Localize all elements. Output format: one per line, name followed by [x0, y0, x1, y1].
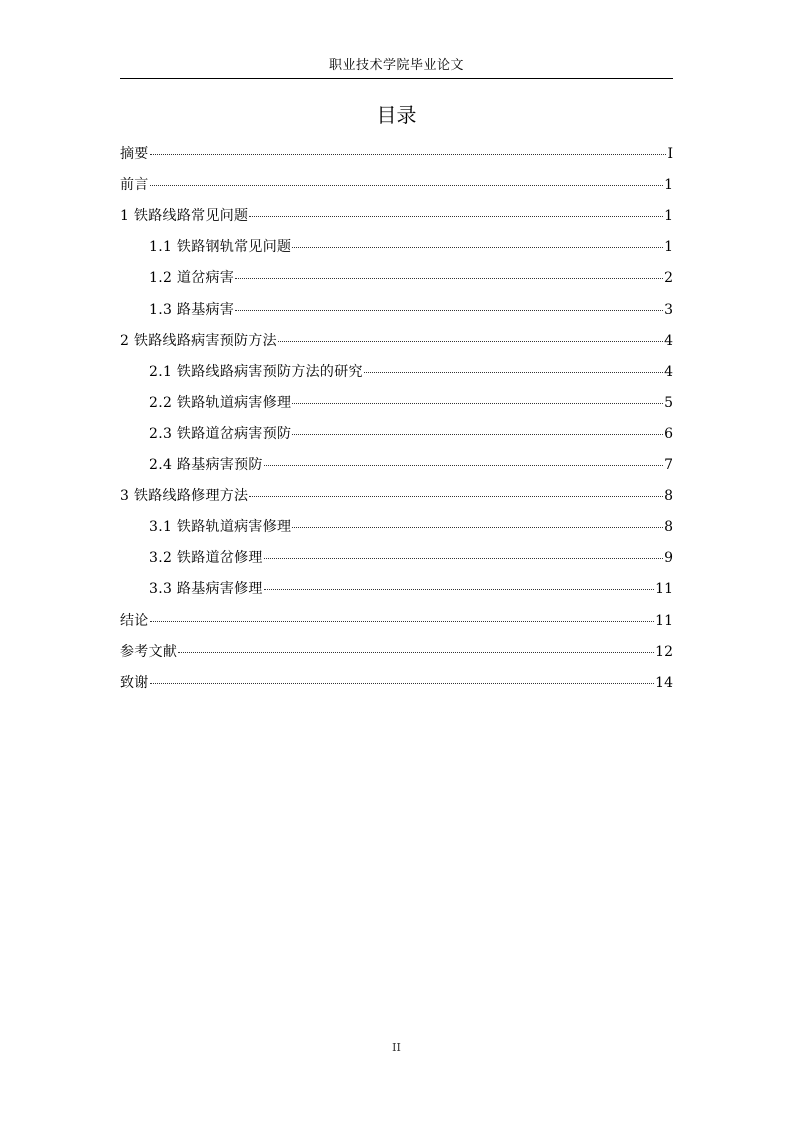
- toc-entry-page-number: 5: [664, 394, 673, 411]
- toc-entry-label: 1 铁路线路常见问题: [120, 208, 249, 225]
- toc-entry-page-number: 1: [664, 239, 673, 256]
- toc-entry[interactable]: [149, 301, 673, 319]
- toc-entry-label: 3.1 铁路轨道病害修理: [149, 519, 292, 536]
- toc-entry-page-number: 14: [655, 674, 673, 691]
- toc-entry-page-number: 12: [655, 643, 673, 660]
- toc-dot-leader: [264, 589, 654, 590]
- toc-dot-leader: [292, 247, 663, 248]
- toc-dot-leader: [150, 621, 655, 622]
- toc-entry-label: 结论: [120, 612, 149, 629]
- toc-entry-page-number: 3: [664, 301, 673, 318]
- toc-entry-label: 2.1 铁路线路病害预防方法的研究: [149, 363, 363, 380]
- toc-entry[interactable]: [120, 176, 673, 194]
- toc-entry-label: 摘要: [120, 146, 149, 162]
- toc-entry[interactable]: [149, 518, 673, 536]
- toc-entry-page-number: 4: [664, 363, 673, 380]
- toc-dot-leader: [364, 372, 663, 373]
- toc-entry-page-number: I: [667, 146, 673, 162]
- toc-entry-page-number: 7: [664, 457, 673, 473]
- toc-dot-leader: [292, 403, 663, 404]
- toc-entry-page-number: 6: [664, 425, 673, 442]
- toc-entry-label: 2.4 路基病害预防: [149, 457, 263, 473]
- toc-entry-page-number: 8: [664, 488, 673, 505]
- toc-entry-page-number: 11: [655, 581, 673, 598]
- toc-entry[interactable]: [149, 269, 673, 287]
- toc-entry[interactable]: [120, 643, 673, 661]
- toc-dot-leader: [235, 278, 663, 279]
- toc-entry[interactable]: [149, 580, 673, 598]
- toc-entry-label: 2 铁路线路病害预防方法: [120, 332, 277, 349]
- toc-entry[interactable]: [120, 207, 673, 225]
- toc-entry-label: 3.3 路基病害修理: [149, 581, 263, 598]
- toc-entry[interactable]: [120, 145, 673, 163]
- toc-entry[interactable]: [149, 456, 673, 474]
- page-number: II: [392, 1041, 401, 1054]
- toc-entry-label: 2.3 铁路道岔病害预防: [149, 425, 292, 442]
- toc-entry[interactable]: [149, 238, 673, 256]
- toc-entry-page-number: 4: [664, 332, 673, 349]
- toc-entry-label: 3 铁路线路修理方法: [120, 488, 249, 505]
- toc-entry[interactable]: [149, 425, 673, 443]
- page-header: 职业技术学院毕业论文: [328, 58, 464, 73]
- toc-entry[interactable]: [149, 363, 673, 381]
- toc-entry[interactable]: [120, 674, 673, 692]
- toc-dot-leader: [150, 683, 655, 684]
- toc-dot-leader: [249, 216, 663, 217]
- toc-dot-leader: [292, 434, 663, 435]
- toc-dot-leader: [178, 652, 654, 653]
- toc-dot-leader: [264, 465, 663, 466]
- toc-entry-label: 2.2 铁路轨道病害修理: [149, 394, 292, 411]
- toc-entry-label: 前言: [120, 177, 149, 194]
- toc-entry[interactable]: [149, 549, 673, 567]
- toc-entry-page-number: 9: [664, 550, 673, 567]
- toc-entry-page-number: 1: [664, 208, 673, 225]
- toc-entry[interactable]: [149, 394, 673, 412]
- toc-entry[interactable]: [120, 487, 673, 505]
- toc-dot-leader: [292, 527, 663, 528]
- toc-entry-label: 参考文献: [120, 643, 178, 660]
- toc-entry-page-number: 1: [664, 177, 673, 194]
- toc-entry-page-number: 2: [664, 270, 673, 287]
- toc-dot-leader: [278, 341, 663, 342]
- toc-entry[interactable]: [120, 612, 673, 630]
- toc-entry-page-number: 8: [664, 519, 673, 536]
- toc-dot-leader: [150, 185, 663, 186]
- toc-entry-label: 3.2 铁路道岔修理: [149, 550, 263, 567]
- toc-dot-leader: [150, 154, 667, 155]
- toc-dot-leader: [249, 496, 663, 497]
- toc-dot-leader: [264, 558, 663, 559]
- toc-entry-label: 1.3 路基病害: [149, 301, 235, 318]
- toc-title: 目录: [376, 103, 417, 127]
- toc-entry[interactable]: [120, 332, 673, 350]
- toc-entry-label: 1.1 铁路钢轨常见问题: [149, 239, 292, 256]
- toc-entry-label: 致谢: [120, 674, 149, 691]
- toc-dot-leader: [235, 310, 663, 311]
- toc-entry-label: 1.2 道岔病害: [149, 270, 235, 287]
- toc-entry-page-number: 11: [655, 612, 673, 629]
